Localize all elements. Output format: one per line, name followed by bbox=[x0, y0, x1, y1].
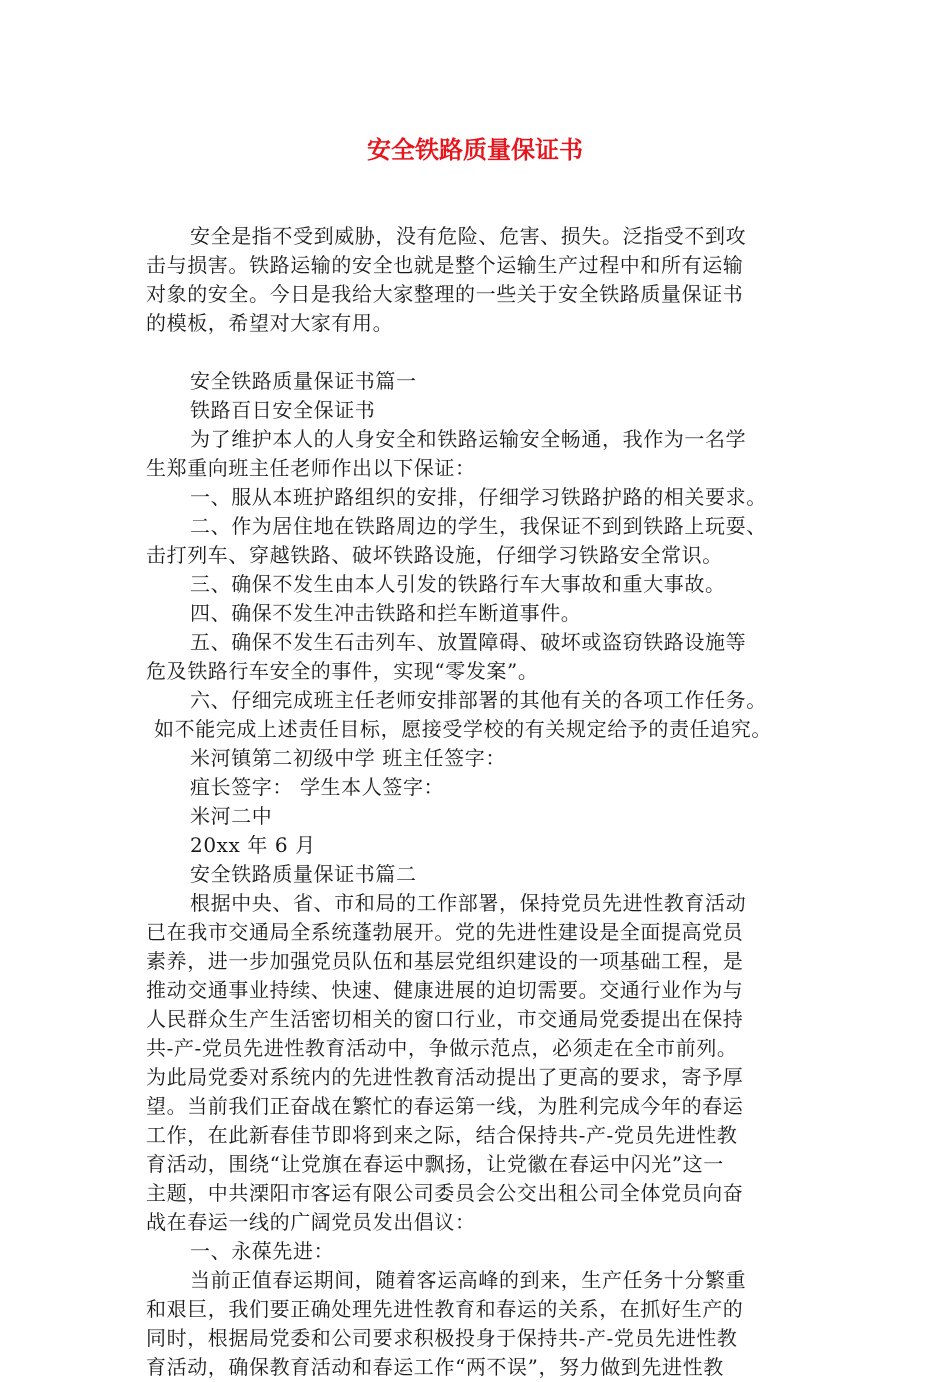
section2-heading: 安全铁路质量保证书篇二 bbox=[190, 862, 417, 886]
document-title: 安全铁路质量保证书 bbox=[367, 136, 583, 164]
section2-line: 为此局党委对系统内的先进性教育活动提出了更高的要求，寄予厚 bbox=[146, 1065, 744, 1089]
section2-line: 战在春运一线的广阔党员发出倡议： bbox=[146, 1210, 476, 1234]
section1-line: 疽长签字： 学生本人签字： bbox=[190, 775, 445, 799]
intro-line: 击与损害。铁路运输的安全也就是整个运输生产过程中和所有运输 bbox=[146, 253, 744, 277]
section2-line: 育活动，围绕“让党旗在春运中飘扬，让党徽在春运中闪光”这一 bbox=[146, 1152, 724, 1176]
intro-line: 的模板，希望对大家有用。 bbox=[146, 311, 394, 335]
section1-line: 四、确保不发生冲击铁路和拦车断道事件。 bbox=[190, 601, 582, 625]
section2-subheading: 一、永葆先进： bbox=[190, 1239, 335, 1263]
section1-line: 危及铁路行车安全的事件，实现“零发案”。 bbox=[146, 659, 539, 683]
paragraph-gap bbox=[146, 338, 826, 367]
section1-line: 击打列车、穿越铁路、破坏铁路设施，仔细学习铁路安全常识。 bbox=[146, 543, 723, 567]
intro-line: 安全是指不受到威胁，没有危险、危害、损失。泛指受不到攻 bbox=[190, 224, 747, 248]
section1-date: 20xx 年 6 月 bbox=[190, 833, 316, 857]
section1-line: 五、确保不发生石击列车、放置障碍、破坏或盗窃铁路设施等 bbox=[190, 630, 747, 654]
section1-line: 为了维护本人的人身安全和铁路运输安全畅通，我作为一名学 bbox=[190, 427, 747, 451]
section1-line: 二、作为居住地在铁路周边的学生，我保证不到到铁路上玩耍、 bbox=[190, 514, 767, 538]
section1-line: 米河二中 bbox=[190, 804, 273, 828]
section2-line: 主题，中共溧阳市客运有限公司委员会公交出租公司全体党员向奋 bbox=[146, 1181, 744, 1205]
section2-line: 人民群众生产生活密切相关的窗口行业，市交通局党委提出在保持 bbox=[146, 1007, 744, 1031]
section2-line: 素养，进一步加强党员队伍和基层党组织建设的一项基础工程，是 bbox=[146, 949, 744, 973]
section1-subheading: 铁路百日安全保证书 bbox=[190, 398, 376, 422]
section2-line: 共-产-党员先进性教育活动中，争做示范点，必须走在全市前列。 bbox=[146, 1036, 738, 1060]
section1-line: 六、仔细完成班主任老师安排部署的其他有关的各项工作任务。 bbox=[190, 688, 767, 712]
section2-line: 和艰巨，我们要正确处理先进性教育和春运的关系，在抓好生产的 bbox=[146, 1297, 744, 1321]
section1-line: 米河镇第二初级中学 班主任签字： bbox=[190, 746, 506, 770]
section2-line: 推动交通事业持续、快速、健康进展的迫切需要。交通行业作为与 bbox=[146, 978, 744, 1002]
section1-line: 生郑重向班主任老师作出以下保证： bbox=[146, 456, 476, 480]
section2-line: 育活动，确保教育活动和春运工作“两不误”，努力做到先进性教 bbox=[146, 1355, 724, 1379]
section1-line: 一、服从本班护路组织的安排，仔细学习铁路护路的相关要求。 bbox=[190, 485, 767, 509]
section1-line: 三、确保不发生由本人引发的铁路行车大事故和重大事故。 bbox=[190, 572, 726, 596]
intro-line: 对象的安全。今日是我给大家整理的一些关于安全铁路质量保证书 bbox=[146, 282, 744, 306]
section2-line: 望。当前我们正奋战在繁忙的春运第一线，为胜利完成今年的春运 bbox=[146, 1094, 744, 1118]
section2-line: 根据中央、省、市和局的工作部署，保持党员先进性教育活动 bbox=[190, 891, 747, 915]
section2-line: 已在我市交通局全系统蓬勃展开。党的先进性建设是全面提高党员 bbox=[146, 920, 744, 944]
section2-line: 同时，根据局党委和公司要求积极投身于保持共-产-党员先进性教 bbox=[146, 1326, 738, 1350]
document-body bbox=[146, 222, 826, 1382]
section1-heading: 安全铁路质量保证书篇一 bbox=[190, 369, 417, 393]
section1-line: 如不能完成上述责任目标，愿接受学校的有关规定给予的责任追究。 bbox=[154, 717, 772, 741]
section2-line: 工作，在此新春佳节即将到来之际，结合保持共-产-党员先进性教 bbox=[146, 1123, 738, 1147]
section2-line: 当前正值春运期间，随着客运高峰的到来，生产任务十分繁重 bbox=[190, 1268, 747, 1292]
